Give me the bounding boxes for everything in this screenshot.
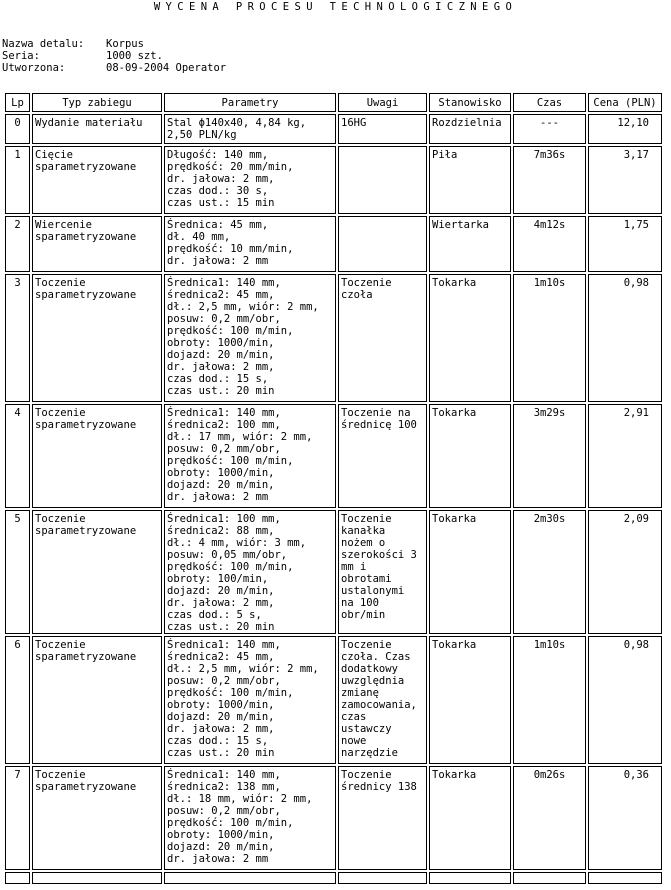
meta-row-created bbox=[2, 62, 226, 74]
workstation-cell bbox=[429, 872, 511, 884]
row-number: 5 bbox=[5, 510, 30, 634]
row-number: 7 bbox=[5, 766, 30, 870]
time-cell: 0m26s bbox=[513, 766, 586, 870]
meta-label: Utworzona: bbox=[2, 62, 66, 74]
parameters-cell: Średnica1: 140 mm, średnica2: 45 mm, dł.: 2,5 mm, wiór: 2 mm, posuw: 0,2 mm/obr, prędkość: 100 m/min, obroty: 1000/min, dojazd: 20 m/min, dr. jałowa: 2 mm, czas dod.: 15 s, czas ust.: 20 min bbox=[164, 636, 336, 764]
time-cell bbox=[513, 872, 586, 884]
time-cell: 7m36s bbox=[513, 146, 586, 214]
price-cell: 1,75 bbox=[588, 216, 662, 272]
price-cell: 12,10 bbox=[588, 114, 662, 144]
meta-value: 1000 szt. bbox=[106, 50, 163, 62]
workstation-cell: Tokarka bbox=[429, 766, 511, 870]
workstation-cell: Tokarka bbox=[429, 404, 511, 508]
workstation-cell: Wiertarka bbox=[429, 216, 511, 272]
notes-cell: Toczenie średnicy 138 bbox=[338, 766, 427, 870]
meta-value: 08-09-2004 Operator bbox=[106, 62, 227, 74]
operation-type-cell: Toczenie sparametryzowane bbox=[32, 636, 162, 764]
table-row bbox=[5, 636, 662, 764]
price-cell: 0,98 bbox=[588, 274, 662, 402]
operation-type-cell: Cięcie sparametryzowane bbox=[32, 146, 162, 214]
time-cell: 3m29s bbox=[513, 404, 586, 508]
row-number: 0 bbox=[5, 114, 30, 144]
price-cell: 0,98 bbox=[588, 636, 662, 764]
meta-row-series bbox=[2, 50, 226, 62]
operation-type-cell: Toczenie sparametryzowane bbox=[32, 766, 162, 870]
notes-cell: Toczenie czoła bbox=[338, 274, 427, 402]
meta-label: Seria: bbox=[2, 50, 40, 62]
parameters-cell: Stal ϕ140x40, 4,84 kg, 2,50 PLN/kg bbox=[164, 114, 336, 144]
notes-cell: 16HG bbox=[338, 114, 427, 144]
row-number: 6 bbox=[5, 636, 30, 764]
workstation-cell: Tokarka bbox=[429, 274, 511, 402]
price-cell: 2,09 bbox=[588, 510, 662, 634]
notes-cell bbox=[338, 872, 427, 884]
notes-cell: Toczenie kanałka nożem o szerokości 3 mm i obrotami ustalonymi na 100 obr/min bbox=[338, 510, 427, 634]
price-cell: 2,91 bbox=[588, 404, 662, 508]
workstation-cell: Piła bbox=[429, 146, 511, 214]
parameters-cell: Długość: 140 mm, prędkość: 20 mm/min, dr. jałowa: 2 mm, czas dod.: 30 s, czas ust.: 15 min bbox=[164, 146, 336, 214]
table-row bbox=[5, 404, 662, 508]
price-cell: 3,17 bbox=[588, 146, 662, 214]
time-cell: --- bbox=[513, 114, 586, 144]
meta-row-name bbox=[2, 38, 226, 50]
row-number: 3 bbox=[5, 274, 30, 402]
detail-info bbox=[2, 38, 226, 74]
process-table bbox=[3, 91, 664, 886]
parameters-cell bbox=[164, 872, 336, 884]
table-row bbox=[5, 114, 662, 144]
header-lp: Lp bbox=[5, 93, 30, 112]
header-parameters: Parametry bbox=[164, 93, 336, 112]
parameters-cell: Średnica1: 100 mm, średnica2: 88 mm, dł.: 4 mm, wiór: 3 mm, posuw: 0,05 mm/obr, prędkość: 100 m/min, obroty: 100/min, dojazd: 20 m/min, dr. jałowa: 2 mm, czas dod.: 5 s, czas ust.: 20 min bbox=[164, 510, 336, 634]
operation-type-cell: Toczenie sparametryzowane bbox=[32, 404, 162, 508]
row-number bbox=[5, 872, 30, 884]
parameters-cell: Średnica1: 140 mm, średnica2: 138 mm, dł.: 18 mm, wiór: 2 mm, posuw: 0,2 mm/obr, prędkość: 100 m/min, obroty: 1000/min, dojazd: 20 m/min, dr. jałowa: 2 mm bbox=[164, 766, 336, 870]
operation-type-cell: Toczenie sparametryzowane bbox=[32, 274, 162, 402]
price-cell bbox=[588, 872, 662, 884]
header-operation-type: Typ zabiegu bbox=[32, 93, 162, 112]
notes-cell bbox=[338, 146, 427, 214]
header-notes: Uwagi bbox=[338, 93, 427, 112]
table-row bbox=[5, 766, 662, 870]
document-title: WYCENA PROCESU TECHNOLOGICZNEGO bbox=[153, 1, 518, 13]
table-row bbox=[5, 274, 662, 402]
row-number: 2 bbox=[5, 216, 30, 272]
notes-cell: Toczenie czoła. Czas dodatkowy uwzględnia zmianę zamocowania, czas ustawczy nowe narzędzie bbox=[338, 636, 427, 764]
row-number: 4 bbox=[5, 404, 30, 508]
parameters-cell: Średnica1: 140 mm, średnica2: 45 mm, dł.: 2,5 mm, wiór: 2 mm, posuw: 0,2 mm/obr, prędkość: 100 m/min, obroty: 1000/min, dojazd: 20 m/min, dr. jałowa: 2 mm, czas dod.: 15 s, czas ust.: 20 min bbox=[164, 274, 336, 402]
row-number: 1 bbox=[5, 146, 30, 214]
table-row bbox=[5, 146, 662, 214]
table-row bbox=[5, 872, 662, 884]
meta-value: Korpus bbox=[106, 38, 144, 50]
table-header-row bbox=[5, 93, 662, 112]
process-table-container bbox=[3, 91, 664, 886]
notes-cell: Toczenie na średnicę 100 bbox=[338, 404, 427, 508]
header-price: Cena (PLN) bbox=[588, 93, 662, 112]
time-cell: 1m10s bbox=[513, 274, 586, 402]
operation-type-cell: Wydanie materiału bbox=[32, 114, 162, 144]
workstation-cell: Rozdzielnia bbox=[429, 114, 511, 144]
operation-type-cell: Wiercenie sparametryzowane bbox=[32, 216, 162, 272]
header-workstation: Stanowisko bbox=[429, 93, 511, 112]
header-time: Czas bbox=[513, 93, 586, 112]
time-cell: 2m30s bbox=[513, 510, 586, 634]
parameters-cell: Średnica1: 140 mm, średnica2: 100 mm, dł.: 17 mm, wiór: 2 mm, posuw: 0,2 mm/obr, prędkość: 100 m/min, obroty: 1000/min, dojazd: 20 m/min, dr. jałowa: 2 mm bbox=[164, 404, 336, 508]
operation-type-cell: Toczenie sparametryzowane bbox=[32, 510, 162, 634]
workstation-cell: Tokarka bbox=[429, 510, 511, 634]
table-row bbox=[5, 216, 662, 272]
price-cell: 0,36 bbox=[588, 766, 662, 870]
operation-type-cell bbox=[32, 872, 162, 884]
notes-cell bbox=[338, 216, 427, 272]
time-cell: 1m10s bbox=[513, 636, 586, 764]
meta-label: Nazwa detalu: bbox=[2, 38, 85, 50]
table-row bbox=[5, 510, 662, 634]
time-cell: 4m12s bbox=[513, 216, 586, 272]
parameters-cell: Średnica: 45 mm, dł. 40 mm, prędkość: 10 mm/min, dr. jałowa: 2 mm bbox=[164, 216, 336, 272]
workstation-cell: Tokarka bbox=[429, 636, 511, 764]
